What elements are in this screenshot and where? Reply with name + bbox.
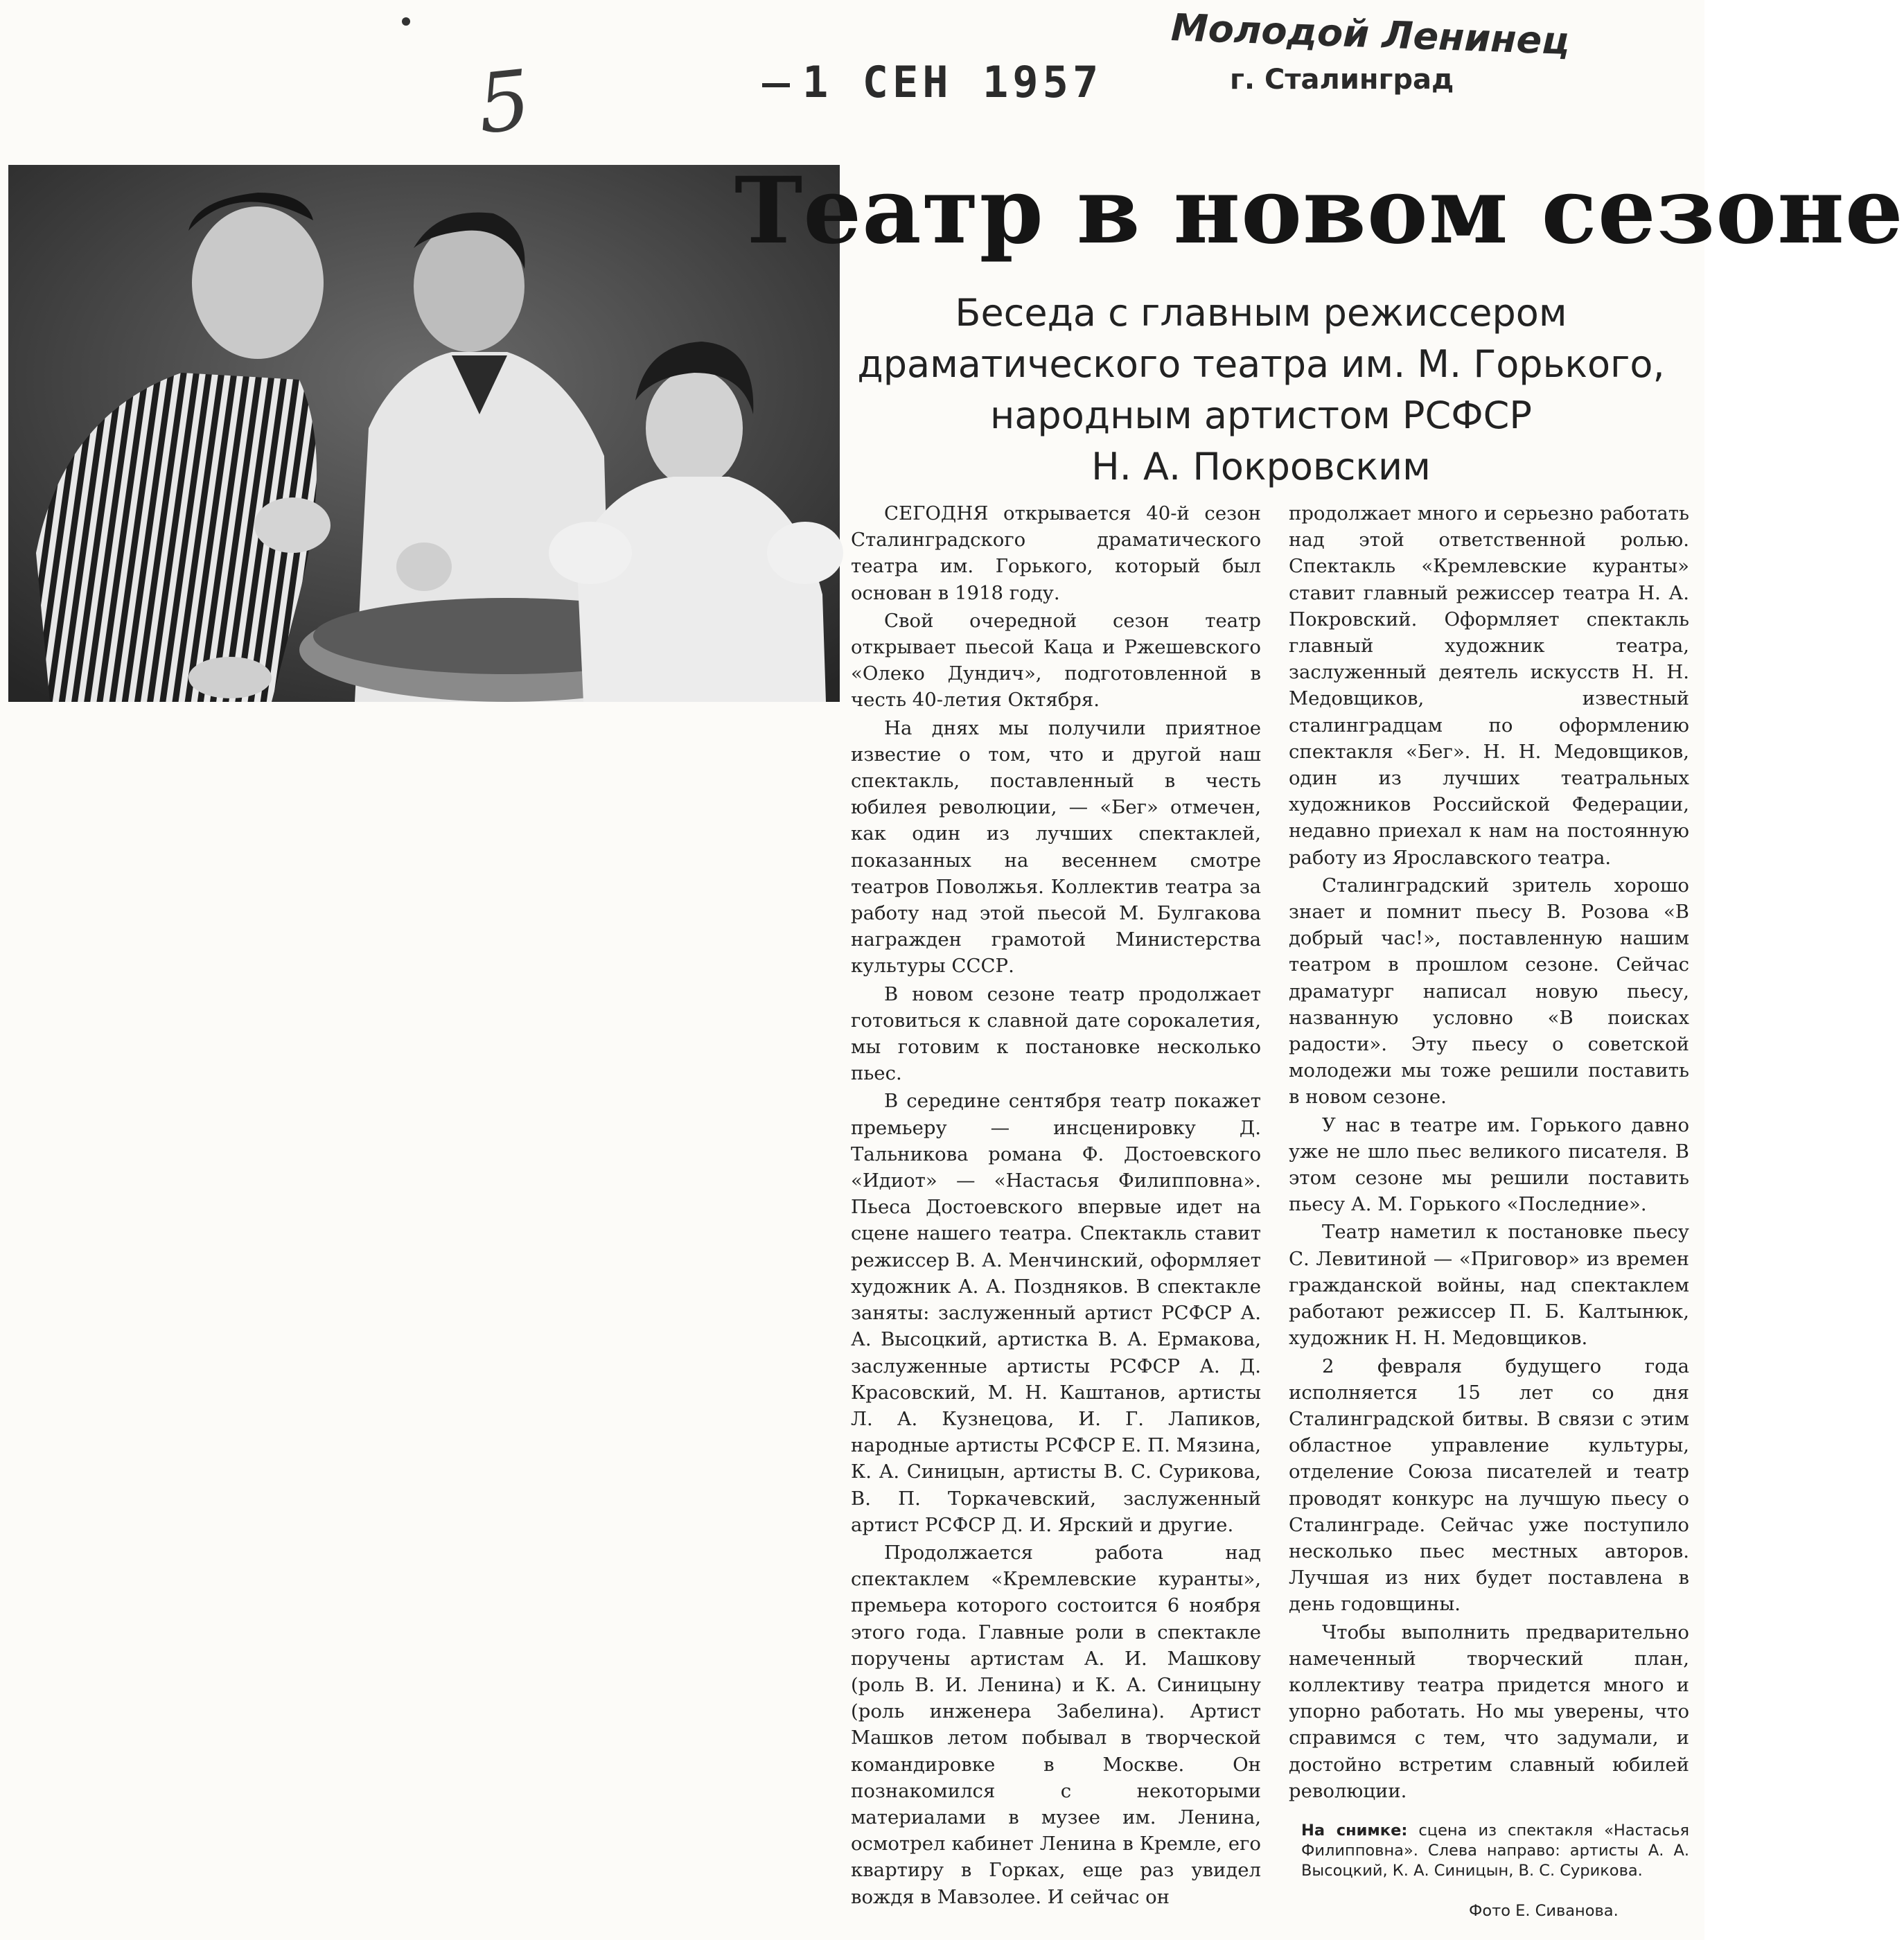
subheading-line: Н. А. Покровским xyxy=(1091,445,1431,488)
handwritten-number: 5 xyxy=(473,51,536,152)
paragraph: Свой очередной сезон театр открывает пьесой Каца и Ржешевского «Олеко Дундич», подготовленной в честь 40-летия Октября. xyxy=(851,609,1261,712)
paragraph: На днях мы получили приятное известие о том, что и другой наш спектакль, поставленный в честь юбилея революции, — «Бег» отмечен, как один из лучших спектаклей, показанных на весеннем смотре театров Поволжья. Коллектив театра за работу над этой пьесой М. Булгакова награжден грамотой Министерства культуры СССР. xyxy=(851,716,1261,978)
subheading-line: драматического театра им. М. Горького, xyxy=(857,342,1665,386)
paragraph: Театр наметил к постановке пьесу С. Левитиной — «Приговор» из времен гражданской войны, над спектаклем работают режиссер П. Б. Калтынюк, художник Н. Н. Медовщиков. xyxy=(1289,1221,1689,1350)
article-headline: Театр в новом сезоне xyxy=(734,157,1904,265)
subheading-line: народным артистом РСФСР xyxy=(990,394,1532,437)
caption-text: сцена из спектакля «Настасья Филипповна». Слева направо: артисты А. А. Высоцкий, К. А. Синицын, В. С. Сурикова. xyxy=(1301,1822,1689,1880)
paragraph: продолжает много и серьезно работать над этой ответственной ролью. Спектакль «Кремлевские куранты» ставит главный режиссер театра Н. А. Покровский. Оформляет спектакль главный художник театра, заслуженный деятель искусств Н. Н. Медовщиков, известный сталинградцам по оформлению спектакля «Бег». Н. Н. Медовщиков, один из лучших театральных художников Российской Федерации, недавно приехал к нам на постоянную работу из Ярославского театра. xyxy=(1289,502,1689,869)
article-column-left xyxy=(851,500,1261,1912)
article-subheading xyxy=(845,288,1677,493)
paragraph: Продолжается работа над спектаклем «Кремлевские куранты», премьера которого состоится 6 ноября этого года. Главные роли в спектакле поручены артистам А. И. Машкову (роль В. И. Ленина) и К. А. Синицыну (роль инженера Забелина). Артист Машков летом побывал в творческой командировке в Москве. Он познакомился с некоторыми материалами в музее им. Ленина, осмотрел кабинет Ленина в Кремле, его квартиру в Горках, еще раз увидел вождя в Мавзолее. И сейчас он xyxy=(851,1541,1261,1908)
ink-dot xyxy=(402,17,410,26)
date-stamp xyxy=(762,57,1102,107)
photo-credit: Фото Е. Сиванова. xyxy=(1469,1902,1619,1920)
scene-photo xyxy=(8,165,840,702)
paragraph: В новом сезоне театр продолжает готовиться к славной дате сорокалетия, мы готовим к постановке несколько пьес. xyxy=(851,982,1261,1085)
paragraph: СЕГОДНЯ открывается 40-й сезон Сталинградского драматического театра им. Горького, который был основан в 1918 году. xyxy=(851,502,1261,604)
article-column-right xyxy=(1289,500,1689,1806)
photo-caption xyxy=(1301,1821,1689,1881)
photo-illustration xyxy=(8,165,840,702)
date-stamp-text: 1 СЕН 1957 xyxy=(802,57,1103,107)
city-stamp: г. Сталинград xyxy=(1230,64,1454,96)
paragraph: В середине сентября театр покажет премьеру — инсценировку Д. Тальникова романа Ф. Достоевского «Идиот» — «Настасья Филипповна». Пьеса Достоевского впервые идет на сцене нашего театра. Спектакль ставит режиссер В. А. Менчинский, оформляет художник А. А. Поздняков. В спектакле заняты: заслуженный артист РСФСР А. А. Высоцкий, артистка В. А. Ермакова, заслуженные артисты РСФСР А. Д. Красовский, М. Н. Каштанов, артисты Л. А. Кузнецова, И. Г. Лапиков, народные артисты РСФСР Е. П. Мязина, К. А. Синицын, артисты В. С. Сурикова, В. П. Торкачевский, заслуженный артист РСФСР Д. И. Ярский и другие. xyxy=(851,1090,1261,1536)
paragraph: У нас в театре им. Горького давно уже не шло пьес великого писателя. В этом сезоне мы решили поставить пьесу А. М. Горького «Последние». xyxy=(1289,1113,1689,1216)
newspaper-name-stamp: Молодой Ленинец xyxy=(1170,5,1571,64)
paragraph: 2 февраля будущего года исполняется 15 лет со дня Сталинградской битвы. В связи с этим областное управление культуры, отделение Союза писателей и театр проводят конкурс на лучшую пьесу о Сталинграде. Сейчас уже поступило несколько пьес местных авторов. Лучшая из них будет поставлена в день годовщины. xyxy=(1289,1355,1689,1616)
paragraph: Чтобы выполнить предварительно намеченный творческий план, коллективу театра придется много и упорно работать. Но мы уверены, что справимся с тем, что задумали, и достойно встретим славный юбилей революции. xyxy=(1289,1621,1689,1802)
subheading-line: Беседа с главным режиссером xyxy=(955,291,1567,335)
paragraph: Сталинградский зритель хорошо знает и помнит пьесу В. Розова «В добрый час!», поставленную нашим театром в прошлом сезоне. Сейчас драматург написал новую пьесу, названную условно «В поисках радости». Эту пьесу о советской молодежи мы тоже решили поставить в новом сезоне. xyxy=(1289,874,1689,1109)
caption-label: На снимке: xyxy=(1301,1822,1408,1840)
